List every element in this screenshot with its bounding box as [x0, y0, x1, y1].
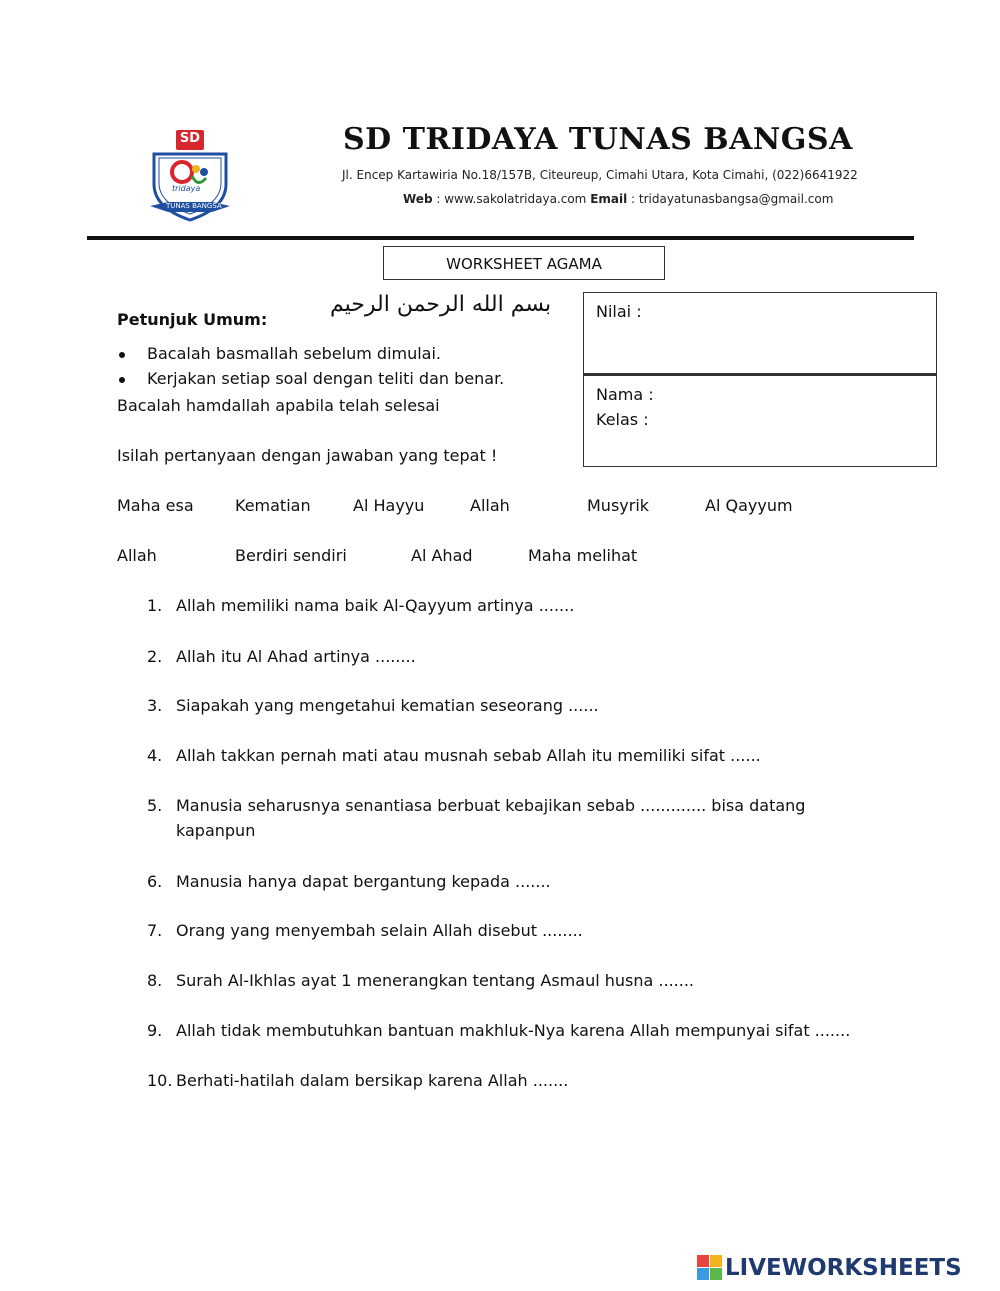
email-value: : tridayatunasbangsa@gmail.com — [627, 192, 834, 206]
question-text: Allah itu Al Ahad artinya ........ — [176, 647, 416, 666]
word-bank-item: Maha melihat — [528, 546, 638, 565]
question-text: Berhati-hatilah dalam bersikap karena Allah ....... — [176, 1071, 569, 1090]
liveworksheets-logo[interactable] — [697, 1255, 962, 1281]
school-address: Jl. Encep Kartawiria No.18/157B, Citeureup, Cimahi Utara, Kota Cimahi, (022)6641922 — [342, 168, 858, 182]
question-number: 1. — [147, 596, 163, 615]
liveworksheets-text: LIVEWORKSHEETS — [725, 1255, 962, 1281]
word-bank-item: Kematian — [235, 496, 311, 515]
question-number: 6. — [147, 872, 163, 891]
word-bank-item: Al Qayyum — [705, 496, 793, 515]
instruction-closing: Bacalah hamdallah apabila telah selesai — [117, 396, 440, 415]
nama-label: Nama : — [596, 385, 654, 404]
question-text: Allah tidak membutuhkan bantuan makhluk-Nya karena Allah mempunyai sifat ....... — [176, 1021, 851, 1040]
liveworksheets-icon — [697, 1255, 723, 1281]
word-bank-item: Maha esa — [117, 496, 194, 515]
question-text: Allah takkan pernah mati atau musnah sebab Allah itu memiliki sifat ...... — [176, 746, 761, 765]
question-text: Manusia seharusnya senantiasa berbuat kebajikan sebab ............. bisa datang — [176, 796, 806, 815]
worksheet-title: WORKSHEET AGAMA — [383, 246, 665, 280]
question-text: Orang yang menyembah selain Allah disebut ........ — [176, 921, 583, 940]
question-number: 8. — [147, 971, 163, 990]
instruction-prompt: Isilah pertanyaan dengan jawaban yang tepat ! — [117, 446, 498, 465]
nilai-label: Nilai : — [596, 302, 642, 321]
word-bank-item: Allah — [117, 546, 157, 565]
header-divider — [87, 236, 914, 240]
basmalah-calligraphy: بسم الله الرحمن الرحيم — [330, 292, 552, 317]
logo-sd-text: SD — [179, 131, 201, 146]
logo-banner-text: TUNAS BANGSA — [166, 202, 222, 210]
word-bank-item: Al Ahad — [411, 546, 473, 565]
word-bank-item: Al Hayyu — [353, 496, 425, 515]
question-text: Manusia hanya dapat bergantung kepada ....... — [176, 872, 551, 891]
word-bank-item: Allah — [470, 496, 510, 515]
word-bank-item: Musyrik — [587, 496, 650, 515]
bullet-icon — [119, 377, 125, 383]
question-number: 4. — [147, 746, 163, 765]
instruction-item: Kerjakan setiap soal dengan teliti dan benar. — [147, 369, 505, 388]
question-number: 3. — [147, 696, 163, 715]
question-text-continued: kapanpun — [176, 821, 256, 840]
email-label: Email — [590, 192, 628, 206]
question-text: Surah Al-Ikhlas ayat 1 menerangkan tentang Asmaul husna ....... — [176, 971, 694, 990]
web-value: : www.sakolatridaya.com — [432, 192, 591, 206]
question-number: 5. — [147, 796, 163, 815]
word-bank-item: Berdiri sendiri — [235, 546, 347, 565]
question-text: Siapakah yang mengetahui kematian seseorang ...... — [176, 696, 599, 715]
bullet-icon — [119, 352, 125, 358]
nama-kelas-box — [583, 373, 937, 467]
question-number: 10. — [147, 1071, 173, 1090]
instruction-item: Bacalah basmallah sebelum dimulai. — [147, 344, 442, 363]
question-number: 7. — [147, 921, 163, 940]
logo-tridaya-text: tridaya — [172, 184, 201, 193]
question-number: 2. — [147, 647, 163, 666]
school-contact — [403, 192, 833, 206]
instructions-title: Petunjuk Umum: — [117, 310, 268, 329]
school-logo — [148, 128, 232, 224]
question-number: 9. — [147, 1021, 163, 1040]
web-label: Web — [403, 192, 433, 206]
kelas-label: Kelas : — [596, 410, 649, 429]
question-5 — [0, 796, 1000, 846]
nilai-box — [583, 292, 937, 376]
school-name: SD TRIDAYA TUNAS BANGSA — [343, 122, 853, 157]
question-text: Allah memiliki nama baik Al-Qayyum artinya ....... — [176, 596, 575, 615]
